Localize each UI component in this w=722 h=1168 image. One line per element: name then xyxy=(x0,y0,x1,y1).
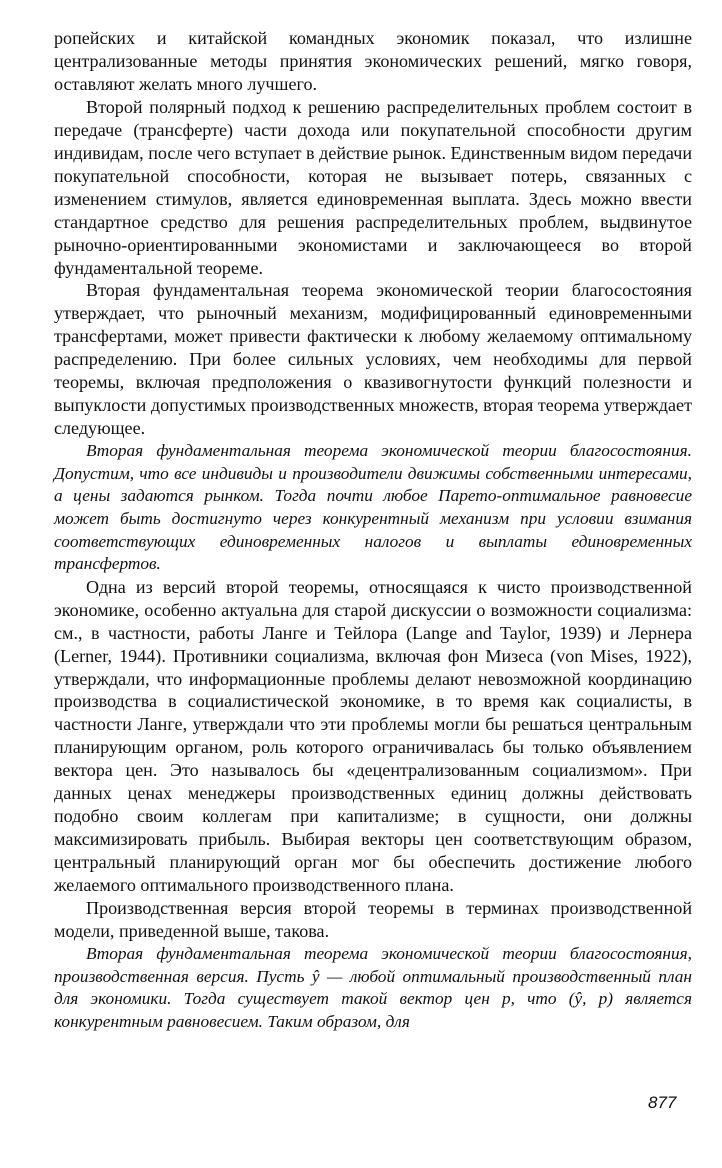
paragraph-production-version: Производственная версия второй теоремы в терминах производственной модели, приведенной выше, такова. xyxy=(54,898,692,942)
paragraph-socialism-debate: Одна из версий второй теоремы, относящаяся к чисто производственной экономике, особенно актуальна для старой дискуссии о возможности социализма: см., в частности, работы Ланге и Тейлора (Lange and Taylor, 1939) и Лернера (Lerner, 1944). Противники социализма, включая фон Мизеса (von Mises, 1922), утверждали, что информационные проблемы делают невозможной координацию производства в социалистической экономике, в то время как социалисты, в частности Ланге, утверждали что эти проблемы могли бы решаться центральным планирующим органом, роль которого ограничивалась бы только объявлением вектора цен. Это называлось бы «децентрализованным социализмом». При данных ценах менеджеры производственных единиц должны действовать подобно своим коллегам при капитализме; в сущности, они должны максимизировать прибыль. Выбирая векторы цен соответствующим образом, центральный планирующий орган мог бы обеспечить достижение любого желаемого оптимального производственного плана. xyxy=(54,576,692,896)
paragraph-second-theorem-intro: Вторая фундаментальная теорема экономической теории благосостояния утверждает, что рыночный механизм, модифицированный единовременными трансфертами, может привести фактически к любому желаемому оптимальному распределению. При более сильных условиях, чем необходимы для первой теоремы, включая предположения о квазивогнутости функций полезности и выпуклости допустимых производственных множеств, вторая теорема утверждает следующее. xyxy=(54,280,692,439)
theorem-statement: Вторая фундаментальная теорема экономической теории благосостояния. Допустим, что все индивиды и производители движимы собственными интересами, а цены задаются рынком. Тогда почти любое Парето-оптимальное равновесие может быть достигнуто через конкурентный механизм при условии взимания соответствующих единовременных налогов и выплаты единовременных трансфертов. xyxy=(54,441,692,574)
theorem-production-version: Вторая фундаментальная теорема экономической теории благосостояния, производственная версия. Пусть ŷ — любой оптимальный производственный план для экономики. Тогда существует такой вектор цен p, что (ŷ, p) является конкурентным равновесием. Таким образом, для xyxy=(54,943,692,1031)
page-body xyxy=(54,27,692,1033)
paragraph-lump-sum-transfer: Второй полярный подход к решению распределительных проблем состоит в передаче (трансферте) части дохода или покупательной способности другим индивидам, после чего вступает в действие рынок. Единственным видом передачи покупательной способности, которая не вызывает потерь, связанных с изменением стимулов, является единовременная выплата. Здесь можно ввести стандартное средство для решения распределительных проблем, выдвинутое рыночно-ориентированными экономистами и заключающееся во второй фундаментальной теореме. xyxy=(54,96,692,278)
paragraph-continuation: ропейских и китайской командных экономик показал, что излишне централизованные методы принятия экономических решений, мягко говоря, оставляют желать много лучшего. xyxy=(54,28,692,94)
page-number: 877 xyxy=(648,1093,677,1112)
